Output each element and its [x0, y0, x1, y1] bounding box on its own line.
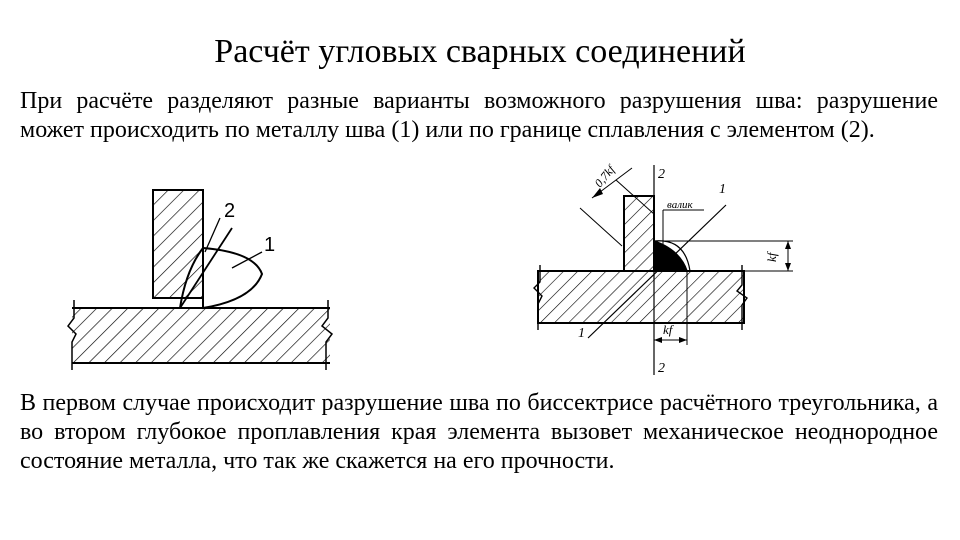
fillet-weld-black: [654, 241, 687, 271]
vertical-plate: [624, 196, 654, 271]
label-valik: валик: [667, 199, 693, 211]
dim-07kf-ext-a: [580, 208, 622, 246]
weld-diagram-right: [525, 160, 805, 385]
dim-kf-arrow-bottom: [785, 263, 791, 271]
leader-2: [205, 218, 220, 252]
intro-paragraph: При расчёте разделяют разные варианты возможного разрушения шва: разрушение может происходить по металлу шва (1) или по границе сплавления с элементом (2).: [20, 88, 938, 143]
label-1: 1: [264, 234, 276, 256]
weld-diagram-left: [60, 185, 350, 380]
base-plate: [538, 271, 744, 323]
label-1-top: 1: [719, 182, 726, 197]
label-0-7kf: 0,7kf: [591, 162, 618, 190]
dim-kf-arrow-right: [679, 337, 687, 343]
dim-kf-arrow-left: [654, 337, 662, 343]
slide-title: Расчёт угловых сварных соединений: [214, 33, 746, 70]
vertical-plate: [153, 190, 203, 298]
base-plate: [72, 308, 330, 363]
dim-kf-arrow-top: [785, 241, 791, 249]
conclusion-paragraph: В первом случае происходит разрушение шва по биссектрисе расчётного треугольника, а во втором глубокое проплавления края элемента вызовет механическое неоднородное состояние металла, что так же скажется на его прочности.: [20, 390, 938, 474]
label-2: 2: [224, 200, 236, 222]
label-2-top: 2: [658, 167, 665, 182]
label-kf-right: kf: [764, 252, 779, 262]
label-1-bottom: 1: [578, 326, 585, 341]
label-2-bottom: 2: [658, 361, 665, 376]
label-kf-bottom: kf: [663, 322, 673, 337]
